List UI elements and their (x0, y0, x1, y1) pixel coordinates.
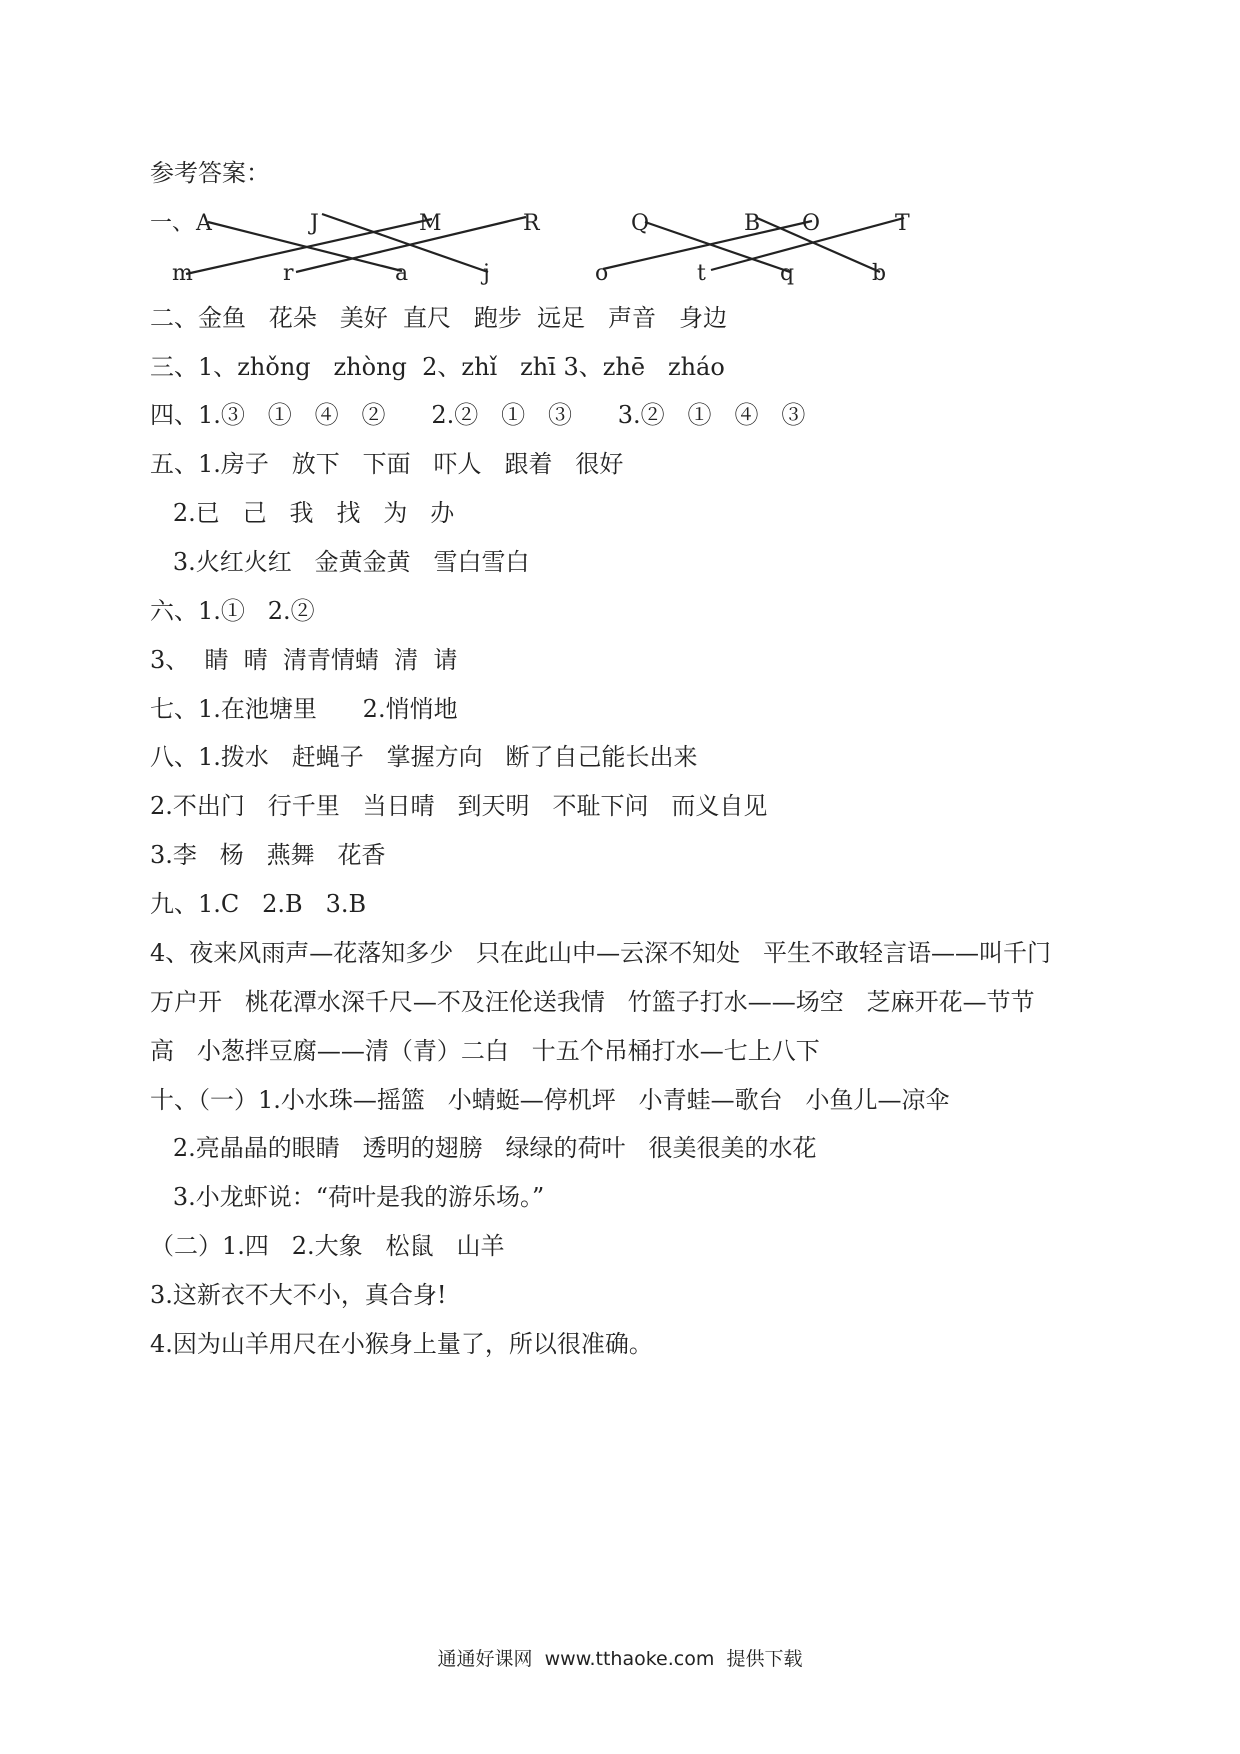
answer-line-8-3: 3.李 杨 燕舞 花香 (150, 841, 386, 869)
left-bottom-2: a (395, 261, 409, 286)
section1-label: 一、 (150, 211, 195, 236)
left-bottom-0: m (172, 261, 193, 286)
footer-credit: 通通好课网 www.tthaoke.com 提供下载 (437, 1648, 803, 1670)
answer-line-3: 三、1、zhǒng zhòng 2、zhǐ zhī 3、zhē zháo (150, 353, 725, 381)
answer-line-9-4a: 4、夜来风雨声—花落知多少 只在此山中—云深不知处 平生不敢轻言语——叫千门 (150, 939, 1052, 967)
answer-line-5-1: 五、1.房子 放下 下面 吓人 跟着 很好 (150, 450, 624, 478)
answer-line-10-3: 3.小龙虾说：“荷叶是我的游乐场。” (150, 1183, 545, 1211)
answer-line-10-b4: 4.因为山羊用尺在小猴身上量了，所以很准确。 (150, 1330, 653, 1358)
answer-line-2: 二、金鱼 花朵 美好 直尺 跑步 远足 声音 身边 (150, 304, 727, 332)
answer-line-8-1: 八、1.拨水 赶蝇子 掌握方向 断了自己能长出来 (150, 743, 698, 771)
letter-matching-diagram (0, 0, 1240, 300)
answer-line-7: 七、1.在池塘里 2.悄悄地 (150, 695, 458, 723)
answer-line-10-b1: （二）1.四 2.大象 松鼠 山羊 (150, 1232, 505, 1260)
answer-line-10-2: 2.亮晶晶的眼睛 透明的翅膀 绿绿的荷叶 很美很美的水花 (150, 1134, 817, 1162)
left-top-0: A (196, 211, 212, 236)
answer-line-4: 四、1.③ ① ④ ② 2.② ① ③ 3.② ① ④ ③ (150, 401, 806, 429)
answer-line-9-4b: 万户开 桃花潭水深千尺—不及汪伦送我情 竹篮子打水——场空 芝麻开花—节节 (150, 988, 1035, 1016)
answer-line-5-2: 2.已 己 我 找 为 办 (150, 499, 455, 527)
right-top-0: Q (631, 211, 650, 236)
answer-line-5-3: 3.火红火红 金黄金黄 雪白雪白 (150, 548, 530, 576)
answer-line-9: 九、1.C 2.B 3.B (150, 890, 367, 918)
answer-line-9-4c: 高 小葱拌豆腐——清（青）二白 十五个吊桶打水—七上八下 (150, 1037, 820, 1065)
answer-line-6-1: 六、1.① 2.② (150, 597, 315, 625)
right-bottom-0: o (595, 261, 609, 286)
left-top-2: M (419, 211, 442, 236)
answer-line-6-3: 3、 睛 晴 清青情蜻 清 请 (150, 646, 458, 674)
right-top-3: T (895, 211, 910, 236)
left-bottom-3: j (483, 261, 490, 286)
right-top-2: O (802, 211, 821, 236)
match-line-R-r (296, 217, 526, 272)
match-line-Q-q (645, 222, 790, 272)
answer-line-10-1: 十、（一）1.小水珠—摇篮 小蜻蜓—停机坪 小青蛙—歌台 小鱼儿—凉伞 (150, 1086, 950, 1114)
left-top-1: J (310, 211, 319, 236)
right-top-1: B (744, 211, 761, 236)
right-bottom-2: q (780, 261, 795, 286)
left-top-3: R (523, 211, 540, 236)
right-bottom-3: b (872, 261, 887, 286)
answer-line-8-2: 2.不出门 行千里 当日晴 到天明 不耻下问 而义自见 (150, 792, 768, 820)
answer-line-10-b3: 3.这新衣不大不小，真合身! (150, 1281, 447, 1309)
right-bottom-1: t (697, 261, 706, 286)
page-title: 参考答案： (150, 159, 270, 187)
left-bottom-1: r (283, 261, 294, 286)
